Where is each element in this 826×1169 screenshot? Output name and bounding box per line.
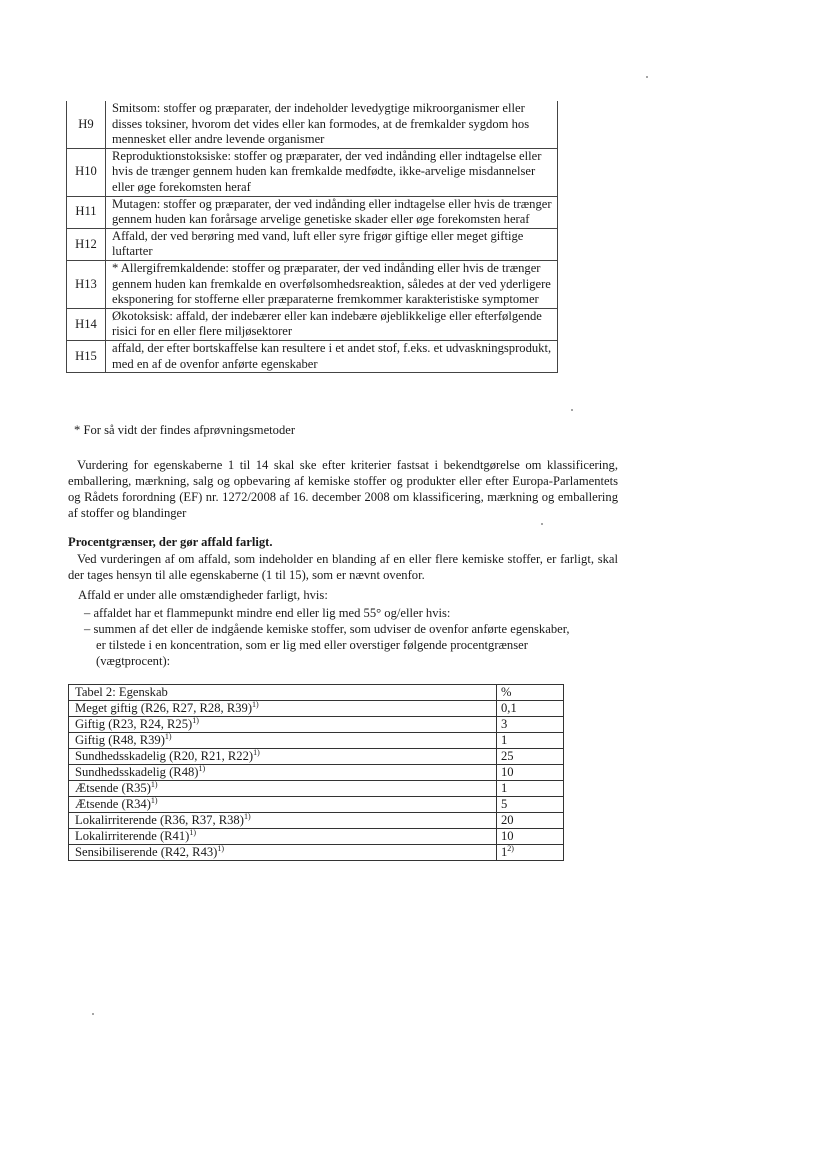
table-row: [69, 813, 564, 829]
paragraph-ved: Ved vurderingen af om affald, som indeholder en blanding af en eller flere kemiske stoffer, er farligt, skal der tages hensyn til alle egenskaberne (1 til 15), som er nævnt ovenfor.: [68, 552, 618, 582]
scan-speck: [92, 1013, 94, 1015]
hazard-description: Reproduktionstoksiske: stoffer og præparater, der ved indånding eller indtagelse eller hvis de trænger gennem huden kan fremkalde medfødte, ikke-arvelige misdannelser eller øge forekomsten heraf: [106, 148, 558, 196]
hazard-description: * Allergifremkaldende: stoffer og præparater, der ved indånding eller hvis de trænger gennem huden kan fremkalde en overfølsomhedsreaktion, således at der ved yderligere eksponering for stofferne eller præparaterne fremkommer karakteristiske symptomer: [106, 260, 558, 308]
property-label: Sundhedsskadelig (R20, R21, R22)$^{1)}$: [69, 749, 497, 765]
property-label: Meget giftig (R26, R27, R28, R39)$^{1)}$: [69, 701, 497, 717]
column-header: %: [497, 685, 564, 701]
table-row: [69, 701, 564, 717]
table-row: [69, 797, 564, 813]
hazard-code: H12: [67, 228, 106, 260]
table-row: [69, 717, 564, 733]
property-label: Lokalirriterende $(R41)^{1)}$: [69, 829, 497, 845]
table-row: [69, 749, 564, 765]
bullet-flammepunkt: – affaldet har et flammepunkt mindre end eller lig med 55° og/eller hvis:: [84, 606, 451, 620]
scan-speck: [541, 523, 543, 525]
percentage-value: 10: [497, 829, 564, 845]
section-heading: Procentgrænser, der gør affald farligt.: [68, 535, 273, 549]
hazard-code: H11: [67, 196, 106, 228]
percentage-value: 1: [497, 733, 564, 749]
column-header: Tabel 2: Egenskab: [69, 685, 497, 701]
percentage-value: 1$^{2)}$: [497, 845, 564, 861]
hazard-code: H14: [67, 308, 106, 340]
hazard-code: H15: [67, 340, 106, 372]
percentage-limits-table: [68, 684, 564, 861]
hazard-description: Økotoksisk: affald, der indebærer eller kan indebære øjeblikkelige eller efterfølgende risici for en eller flere miljøsektorer: [106, 308, 558, 340]
hazard-code: H9: [67, 101, 106, 148]
hazard-description: Affald, der ved berøring med vand, luft eller syre frigør giftige eller meget giftige luftarter: [106, 228, 558, 260]
scan-speck: [571, 409, 573, 411]
table-row: [67, 196, 558, 228]
table-row: [67, 228, 558, 260]
percentage-value: 1: [497, 781, 564, 797]
table-row: [67, 148, 558, 196]
percentage-value: 20: [497, 813, 564, 829]
hazard-description: Smitsom: stoffer og præparater, der indeholder levedygtige mikroorganismer eller disses toksiner, hvorom det vides eller kan formodes, at de fremkalder sygdom hos mennesket eller andre levende organismer: [106, 101, 558, 148]
property-label: Sensibiliserende (R42, R43)$^{1)}$: [69, 845, 497, 861]
percentage-value: 0,1: [497, 701, 564, 717]
footnote: * For så vidt der findes afprøvningsmetoder: [74, 423, 296, 437]
property-label: Sundhedsskadelig $(R48)^{1)}$: [69, 765, 497, 781]
bullet-summen: – summen af det eller de indgående kemiske stoffer, som udviser de ovenfor anførte egenskaber,: [84, 622, 570, 636]
paragraph-affald: Affald er under alle omstændigheder farligt, hvis:: [78, 588, 328, 602]
hazard-code: H13: [67, 260, 106, 308]
property-label: Giftig (R23, R24, R25)$^{1)}$: [69, 717, 497, 733]
table-row: [69, 765, 564, 781]
property-label: Ætsende $(R34)^{1)}$: [69, 797, 497, 813]
table-header-row: [69, 685, 564, 701]
percentage-value: 3: [497, 717, 564, 733]
hazard-description: Mutagen: stoffer og præparater, der ved indånding eller indtagelse eller hvis de trænger gennem huden kan forårsage arvelige genetiske skader eller øge forekomsten heraf: [106, 196, 558, 228]
scan-speck: [646, 76, 648, 78]
hazard-properties-table: [66, 101, 558, 373]
percentage-value: 10: [497, 765, 564, 781]
paragraph-vurdering: Vurdering for egenskaberne 1 til 14 skal ske efter kriterier fastsat i bekendtgørelse om klassificering, emballering, mærkning, salg og opbevaring af kemiske stoffer og produkter eller efter Europa-Parlamentets og Rådets forordning (EF) nr. 1272/2008 af 16. december 2008 om klassificering, mærkning og emballering af stoffer og blandinger: [68, 458, 618, 520]
table-row: [69, 781, 564, 797]
property-label: Ætsende $(R35)^{1)}$: [69, 781, 497, 797]
bullet-summen-cont: (vægtprocent):: [96, 654, 171, 668]
percentage-value: 5: [497, 797, 564, 813]
table-row: [69, 845, 564, 861]
property-label: Giftig (R48, R39)$^{1)}$: [69, 733, 497, 749]
hazard-code: H10: [67, 148, 106, 196]
table-row: [67, 340, 558, 372]
bullet-summen-cont: er tilstede i en koncentration, som er lig med eller overstiger følgende procentgrænser: [96, 638, 528, 652]
table-row: [69, 829, 564, 845]
table-row: [67, 260, 558, 308]
hazard-description: affald, der efter bortskaffelse kan resultere i et andet stof, f.eks. et udvaskningsprodukt, med en af de ovenfor anførte egenskaber: [106, 340, 558, 372]
percentage-value: 25: [497, 749, 564, 765]
table-row: [69, 733, 564, 749]
table-row: [67, 101, 558, 148]
property-label: Lokalirriterende (R36, R37, R38)$^{1)}$: [69, 813, 497, 829]
table-row: [67, 308, 558, 340]
